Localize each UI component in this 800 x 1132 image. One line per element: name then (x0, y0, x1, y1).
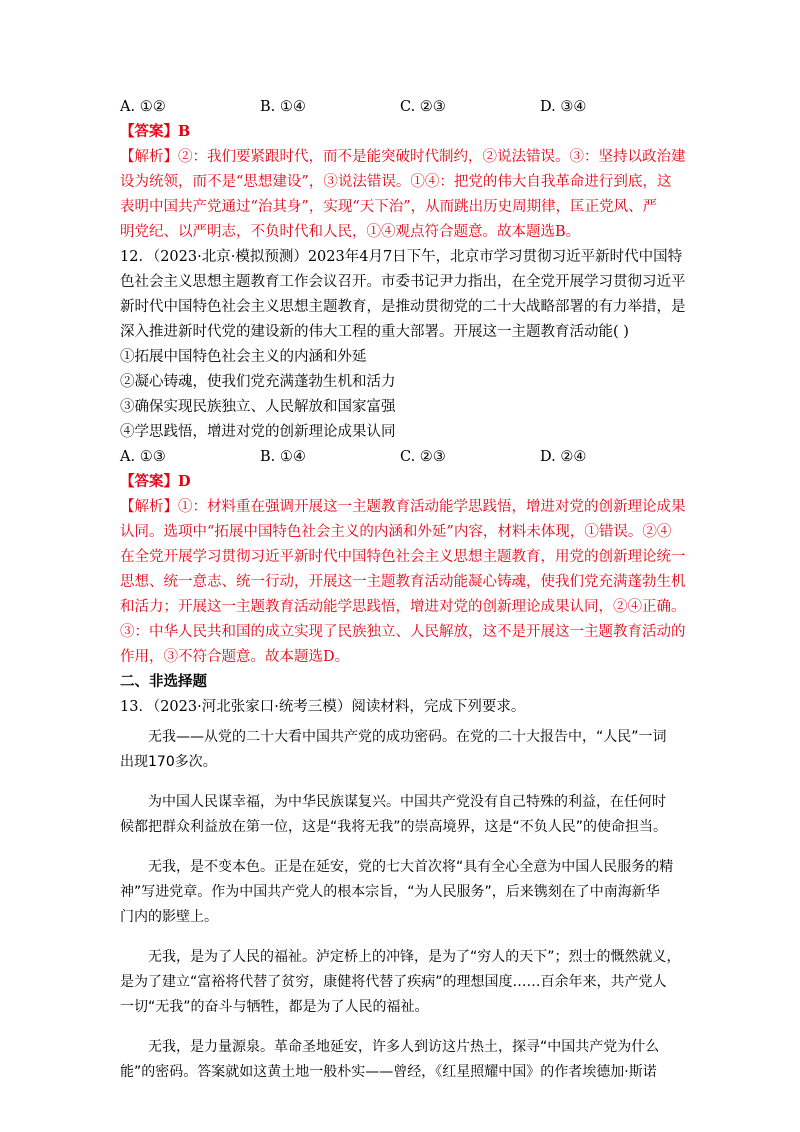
q13-material-line: 是为了建立“富裕将代替了贫穷，康健将代替了疾病”的理想国度……百余年来，共产党人 (120, 974, 667, 990)
q12-analysis-line: 作用，③不符合题意。故本题选D。 (120, 649, 350, 665)
q12-item: ③确保实现民族独立、人民解放和国家富强 (120, 399, 396, 415)
q13-material-line: 一切“无我”的奋斗与牺牲，都是为了人民的福祉。 (120, 999, 429, 1015)
q12-item: ④学思践悟，增进对党的创新理论成果认同 (120, 424, 396, 440)
q12-analysis-line: 和活力；开展这一主题教育活动能学思践悟，增进对党的创新理论成果认同，②④正确。 (120, 599, 686, 615)
q13-material-line: 无我，是不变本色。正是在延安，党的七大首次将“具有全心全意为中国人民服务的精 (120, 859, 674, 875)
q11-analysis-line: 明党纪、以严明志，不负时代和人民，①④观点符合题意。故本题选B。 (120, 224, 581, 240)
q12-option-d: D. ②④ (540, 449, 587, 465)
q13-material-line: 能”的密码。答案就如这黄土地一般朴实——曾经，《红星照耀中国》的作者埃德加·斯诺 (120, 1064, 657, 1080)
q11-option-d: D. ③④ (540, 99, 587, 115)
q12-analysis-line: 思想、统一意志、统一行动，开展这一主题教育活动能凝心铸魂，使我们党充满蓬勃生机 (120, 574, 686, 590)
q11-option-c: C. ②③ (400, 99, 446, 115)
q11-answer: 【答案】B (120, 123, 191, 140)
q11-analysis-line: 设为统领，而不是“思想建设”，③说法错误。①④：把党的伟大自我革命进行到底，这 (120, 174, 672, 190)
q12-option-a: A. ①③ (120, 449, 166, 465)
q12-stem-line: 新时代中国特色社会主义思想主题教育，是推动贯彻党的二十大战略部署的有力举措，是 (120, 299, 686, 315)
q11-analysis-line: 表明中国共产党通过“治其身”，实现“天下治”，从而跳出历史周期律，匡正党风、严 (120, 199, 658, 215)
q12-option-c: C. ②③ (400, 449, 446, 465)
q12-stem-line: 深入推进新时代党的建设新的伟大工程的重大部署。开展这一主题教育活动能( ) (120, 324, 629, 340)
q12-stem-line: 色社会主义思想主题教育工作会议召开。市委书记尹力指出，在全党开展学习贯彻习近平 (120, 274, 686, 290)
q11-option-b: B. ①④ (260, 99, 306, 115)
q13-stem: 13．（2023·河北张家口·统考三模）阅读材料，完成下列要求。 (120, 699, 526, 715)
q13-material-line: 无我，是力量源泉。革命圣地延安，许多人到访这片热土，探寻“中国共产党为什么 (120, 1039, 660, 1055)
q13-material-line: 门内的影壁上。 (120, 909, 218, 925)
q13-material-line: 无我——从党的二十大看中国共产党的成功密码。在党的二十大报告中，“人民”一词 (120, 729, 667, 745)
q12-item: ②凝心铸魂，使我们党充满蓬勃生机和活力 (120, 374, 396, 390)
q13-material-line: 无我，是为了人民的福祉。泸定桥上的冲锋，是为了“穷人的天下”；烈士的慨然就义， (120, 949, 681, 965)
q12-item: ①拓展中国特色社会主义的内涵和外延 (120, 349, 367, 365)
q11-analysis-line: 【解析】②：我们要紧跟时代，而不是能突破时代制约，②说法错误。③：坚持以政治建 (120, 149, 686, 165)
q12-answer: 【答案】D (120, 473, 191, 490)
q13-material-line: 为中国人民谋幸福，为中华民族谋复兴。中国共产党没有自己特殊的利益，在任何时 (120, 794, 666, 810)
q12-analysis-line: 认同。选项中“拓展中国特色社会主义的内涵和外延”内容，材料未体现，①错误。②④ (120, 524, 672, 540)
q12-stem-line: 12．（2023·北京·模拟预测）2023年4月7日下午，北京市学习贯彻习近平新时代中国特 (120, 249, 683, 265)
q12-option-b: B. ①④ (260, 449, 306, 465)
q11-option-a: A. ①② (120, 99, 166, 115)
section-heading: 二、非选择题 (120, 673, 207, 690)
q12-analysis-line: 在全党开展学习贯彻习近平新时代中国特色社会主义思想主题教育，用党的创新理论统一 (120, 549, 686, 565)
q13-material-line: 神”写进党章。作为中国共产党人的根本宗旨，“为人民服务”，后来镌刻在了中南海新华 (120, 884, 660, 900)
q12-analysis-line: ③：中华人民共和国的成立实现了民族独立、人民解放，这不是开展这一主题教育活动的 (120, 624, 686, 640)
q12-analysis-line: 【解析】①：材料重在强调开展这一主题教育活动能学思践悟，增进对党的创新理论成果 (120, 499, 686, 515)
q13-material-line: 候都把群众利益放在第一位，这是“我将无我”的崇高境界，这是“不负人民”的使命担当。 (120, 819, 668, 835)
q13-material-line: 出现170多次。 (120, 754, 217, 770)
